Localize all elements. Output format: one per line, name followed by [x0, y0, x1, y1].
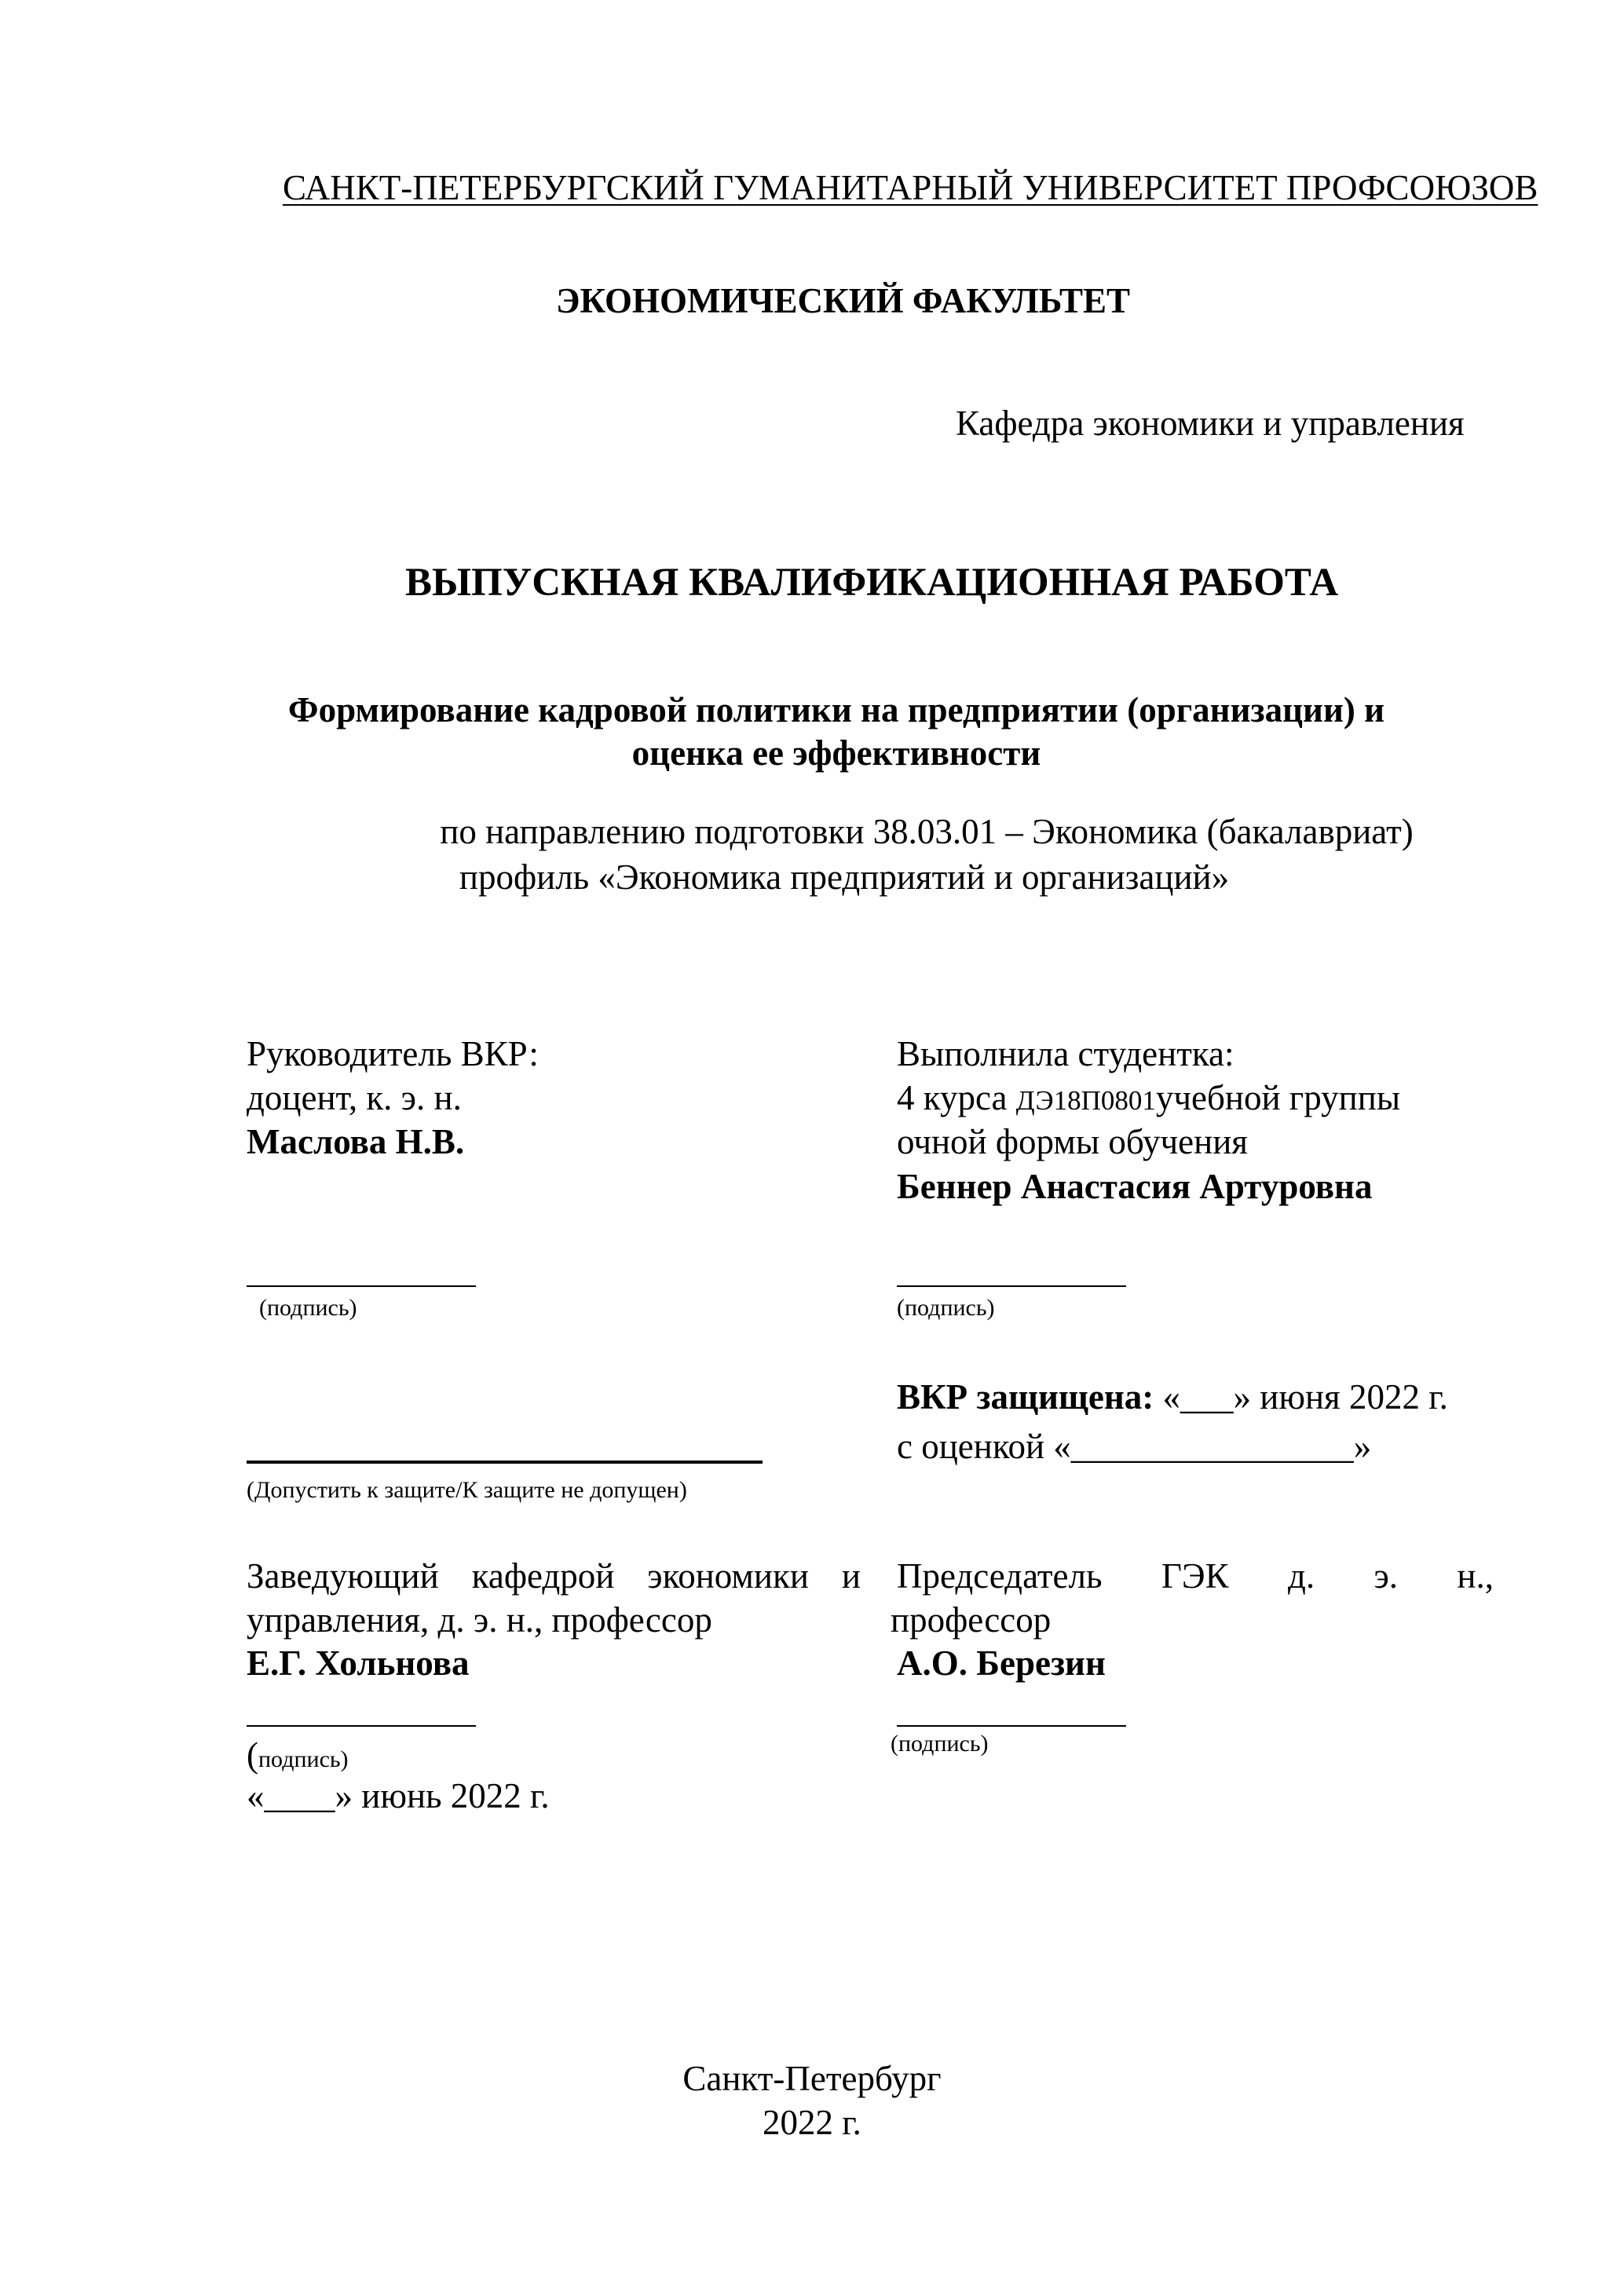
footer-year: 2022 г. — [763, 2103, 861, 2142]
student-label: Выполнила студентка: — [897, 1034, 1234, 1073]
word: Председатель — [897, 1556, 1103, 1596]
work-type-title: ВЫПУСКНАЯ КВАЛИФИКАЦИОННАЯ РАБОТА — [405, 561, 1339, 605]
chairman-signature-line — [897, 1725, 1126, 1727]
word: н., — [1457, 1556, 1494, 1596]
caption-open-paren: ( — [247, 1735, 258, 1775]
word: ГЭК — [1161, 1556, 1229, 1596]
word: д. — [1287, 1556, 1315, 1596]
student-course-suffix: учебной группы — [1155, 1078, 1401, 1117]
head-of-department-date: «____» июнь 2022 г. — [247, 1776, 550, 1815]
student-group: ДЭ18П0801 — [1015, 1085, 1156, 1116]
student-study-form: очной формы обучения — [897, 1122, 1248, 1161]
caption-rest: подпись) — [258, 1746, 349, 1772]
head-of-department-signature-line — [247, 1725, 476, 1727]
head-of-department-name: Е.Г. Хольнова — [247, 1643, 470, 1683]
student-signature-caption: (подпись) — [897, 1295, 995, 1321]
topic-line-1: Формирование кадровой политики на предприятии (организации) и — [287, 690, 1385, 729]
head-of-department-title-line-2: управления, д. э. н., профессор — [247, 1600, 712, 1640]
chairman-title-line-2: профессор — [891, 1600, 1052, 1640]
topic-line-2: оценка ее эффективности — [631, 733, 1041, 773]
head-of-department-signature-caption — [247, 1734, 349, 1776]
training-profile: профиль «Экономика предприятий и организаций» — [459, 857, 1230, 897]
university-name: САНКТ-ПЕТЕРБУРГСКИЙ ГУМАНИТАРНЫЙ УНИВЕРСИТЕТ ПРОФСОЮЗОВ — [283, 168, 1538, 207]
word: кафедрой — [471, 1556, 615, 1596]
faculty-name: ЭКОНОМИЧЕСКИЙ ФАКУЛЬТЕТ — [556, 281, 1131, 320]
defended-label: ВКР защищена: — [897, 1377, 1154, 1417]
student-signature-line — [897, 1285, 1126, 1287]
word: Заведующий — [247, 1556, 439, 1596]
student-course — [897, 1077, 1400, 1122]
student-name: Беннер Анастасия Артуровна — [897, 1167, 1373, 1206]
chairman-name: А.О. Березин — [897, 1643, 1106, 1683]
department-name: Кафедра экономики и управления — [956, 404, 1465, 443]
supervisor-position: доцент, к. э. н. — [247, 1078, 462, 1117]
defense-grade: с оценкой «________________» — [897, 1427, 1372, 1466]
supervisor-label: Руководитель ВКР: — [247, 1034, 539, 1073]
supervisor-signature-caption: (подпись) — [259, 1295, 357, 1321]
supervisor-name: Маслова Н.В. — [247, 1122, 465, 1161]
student-course-prefix: 4 курса — [897, 1078, 1016, 1117]
admission-decision-caption: (Допустить к защите/К защите не допущен) — [247, 1477, 687, 1503]
training-direction: по направлению подготовки 38.03.01 – Экономика (бакалавриат) — [440, 812, 1414, 851]
defended-date: «___» июня 2022 г. — [1154, 1377, 1448, 1417]
head-of-department-title-line-1 — [247, 1555, 861, 1597]
chairman-title-line-1 — [897, 1555, 1494, 1597]
defense-result — [897, 1376, 1448, 1418]
word: экономики — [647, 1556, 809, 1596]
word: э. — [1373, 1556, 1399, 1596]
word: и — [841, 1556, 861, 1596]
supervisor-signature-line — [247, 1285, 476, 1287]
admission-decision-line — [247, 1461, 763, 1464]
chairman-signature-caption: (подпись) — [891, 1731, 989, 1757]
footer-city: Санкт-Петербург — [682, 2059, 942, 2098]
